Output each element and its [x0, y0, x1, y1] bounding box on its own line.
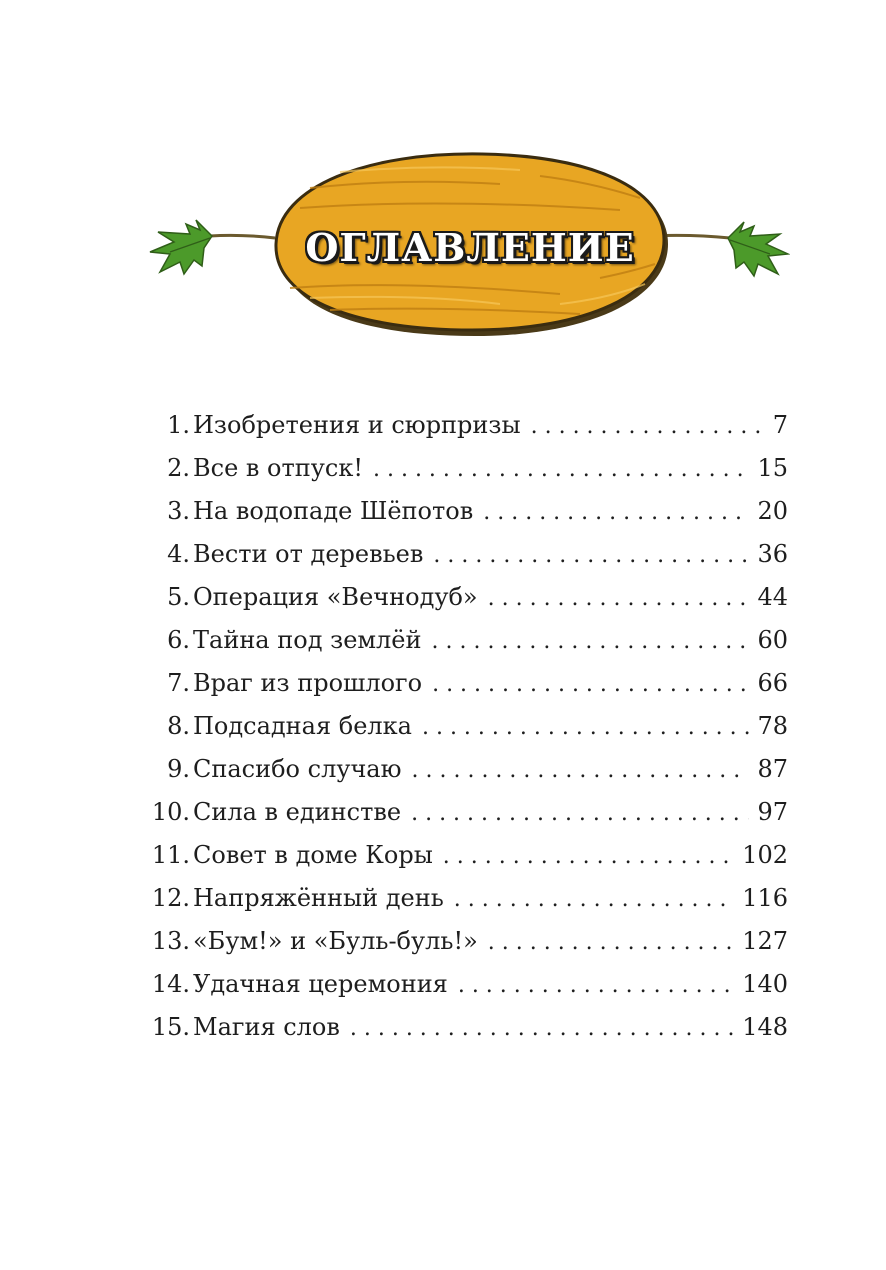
dot-leader [433, 534, 749, 577]
chapter-number: 9. [167, 755, 190, 783]
chapter-number: 1. [167, 411, 190, 439]
chapter-title: Враг из прошлого [193, 669, 423, 697]
toc-entry[interactable] [140, 920, 788, 963]
toc-entry[interactable] [140, 791, 788, 834]
chapter-number: 6. [167, 626, 190, 654]
chapter-number: 3. [167, 497, 190, 525]
page-number: 15 [757, 454, 788, 482]
page-number: 116 [742, 884, 788, 912]
dot-leader [443, 835, 734, 878]
dot-leader [422, 706, 749, 749]
chapter-title: Операция «Вечнодуб» [193, 583, 478, 611]
chapter-title: Все в отпуск! [193, 454, 363, 482]
right-oak-leaf [728, 222, 788, 276]
toc-entry[interactable] [140, 404, 788, 447]
chapter-title: Удачная церемония [193, 970, 448, 998]
toc-entry[interactable] [140, 834, 788, 877]
toc-entry[interactable] [140, 533, 788, 576]
chapter-title: Подсадная белка [193, 712, 412, 740]
chapter-number: 15. [151, 1013, 190, 1041]
dot-leader [488, 577, 750, 620]
chapter-number: 7. [167, 669, 190, 697]
chapter-title: «Бум!» и «Буль-буль!» [193, 927, 478, 955]
dot-leader [531, 405, 760, 448]
dot-leader [458, 964, 734, 1007]
page-number: 87 [757, 755, 788, 783]
dot-leader [432, 620, 750, 663]
chapter-title: Тайна под землёй [193, 626, 422, 654]
page-number: 36 [757, 540, 788, 568]
toc-entry[interactable] [140, 662, 788, 705]
page-number: 127 [742, 927, 788, 955]
dot-leader [454, 878, 734, 921]
toc-entry[interactable] [140, 748, 788, 791]
page-title: ОГЛАВЛЕНИЕ [305, 225, 635, 270]
page-number: 102 [742, 841, 788, 869]
page-number: 60 [757, 626, 788, 654]
dot-leader [488, 921, 734, 964]
chapter-title: Сила в единстве [193, 798, 402, 826]
dot-leader [411, 792, 749, 835]
page-number: 97 [757, 798, 788, 826]
chapter-number: 8. [167, 712, 190, 740]
toc-header [140, 148, 790, 348]
chapter-number: 13. [151, 927, 190, 955]
chapter-number: 4. [167, 540, 190, 568]
page-number: 148 [742, 1013, 788, 1041]
page-number: 44 [757, 583, 788, 611]
chapter-number: 11. [151, 841, 190, 869]
page-number: 7 [772, 411, 788, 439]
chapter-number: 12. [151, 884, 190, 912]
chapter-title: Спасибо случаю [193, 755, 402, 783]
toc-entry[interactable] [140, 490, 788, 533]
dot-leader [432, 663, 749, 706]
dot-leader [350, 1007, 734, 1050]
left-oak-leaf [150, 220, 212, 274]
chapter-number: 10. [151, 798, 190, 826]
chapter-number: 5. [167, 583, 190, 611]
page-number: 140 [742, 970, 788, 998]
toc-entry[interactable] [140, 877, 788, 920]
toc-entry[interactable] [140, 705, 788, 748]
dot-leader [483, 491, 749, 534]
page-number: 78 [757, 712, 788, 740]
chapter-title: Совет в доме Коры [193, 841, 433, 869]
dot-leader [412, 749, 750, 792]
chapter-number: 14. [151, 970, 190, 998]
toc-entry[interactable] [140, 1006, 788, 1049]
page-number: 20 [757, 497, 788, 525]
toc-entry[interactable] [140, 963, 788, 1006]
chapter-number: 2. [167, 454, 190, 482]
table-of-contents [140, 404, 788, 1049]
dot-leader [373, 448, 749, 491]
toc-entry[interactable] [140, 619, 788, 662]
chapter-title: Напряжённый день [193, 884, 444, 912]
chapter-title: Изобретения и сюрпризы [193, 411, 521, 439]
chapter-title: Магия слов [193, 1013, 340, 1041]
toc-entry[interactable] [140, 447, 788, 490]
page-number: 66 [757, 669, 788, 697]
chapter-title: На водопаде Шёпотов [193, 497, 474, 525]
toc-entry[interactable] [140, 576, 788, 619]
chapter-title: Вести от деревьев [193, 540, 424, 568]
